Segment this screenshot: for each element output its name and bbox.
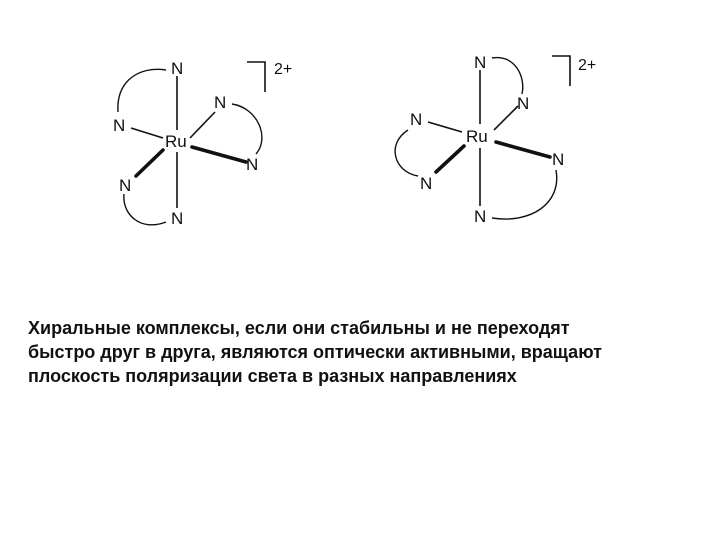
right-chelate-arc-bottom xyxy=(492,170,557,219)
left-bond-right-bold xyxy=(192,147,246,162)
left-charge-label: 2+ xyxy=(274,61,293,78)
left-chelate-arc-top xyxy=(118,69,166,112)
left-metal-label: Ru xyxy=(165,132,187,151)
right-charge-bracket xyxy=(552,56,570,86)
right-bond-upper-right xyxy=(494,106,518,130)
right-complex xyxy=(395,53,596,226)
right-ligand-n-upper-right: N xyxy=(517,94,530,113)
right-ligand-n-lower-left: N xyxy=(420,174,433,193)
right-bond-left xyxy=(428,122,462,132)
right-chelate-arc-left xyxy=(395,130,418,176)
left-chelate-arc-bottom xyxy=(124,194,166,225)
left-ligand-n-right: N xyxy=(246,155,259,174)
left-ligand-n-top: N xyxy=(171,59,184,78)
left-bond-lower-left-bold xyxy=(136,150,163,176)
caption-line-1: Хиральные комплексы, если они стабильны и не переходят xyxy=(28,318,570,338)
left-ligand-n-bottom: N xyxy=(171,209,184,228)
left-ligand-n-lower-left: N xyxy=(119,176,132,195)
right-ligand-n-right: N xyxy=(552,150,565,169)
right-ligand-n-bottom: N xyxy=(474,207,487,226)
left-bond-upper-right xyxy=(190,112,215,138)
right-charge-label: 2+ xyxy=(578,57,597,74)
right-bond-lower-left-bold xyxy=(436,146,464,172)
caption-line-3: плоскость поляризации света в разных направлениях xyxy=(28,366,517,386)
left-ligand-n-left: N xyxy=(113,116,126,135)
right-ligand-n-left: N xyxy=(410,110,423,129)
left-bond-left xyxy=(131,128,163,138)
right-bond-right-bold xyxy=(496,142,550,157)
right-chelate-arc-top xyxy=(492,58,523,94)
right-ligand-n-top: N xyxy=(474,53,487,72)
left-ligand-n-upper-right: N xyxy=(214,93,227,112)
caption-line-2: быстро друг в друга, являются оптически активными, вращают xyxy=(28,342,602,362)
caption xyxy=(28,316,708,388)
right-metal-label: Ru xyxy=(466,127,488,146)
left-charge-bracket xyxy=(247,62,265,92)
left-complex xyxy=(113,59,292,228)
left-chelate-arc-right xyxy=(232,104,262,154)
